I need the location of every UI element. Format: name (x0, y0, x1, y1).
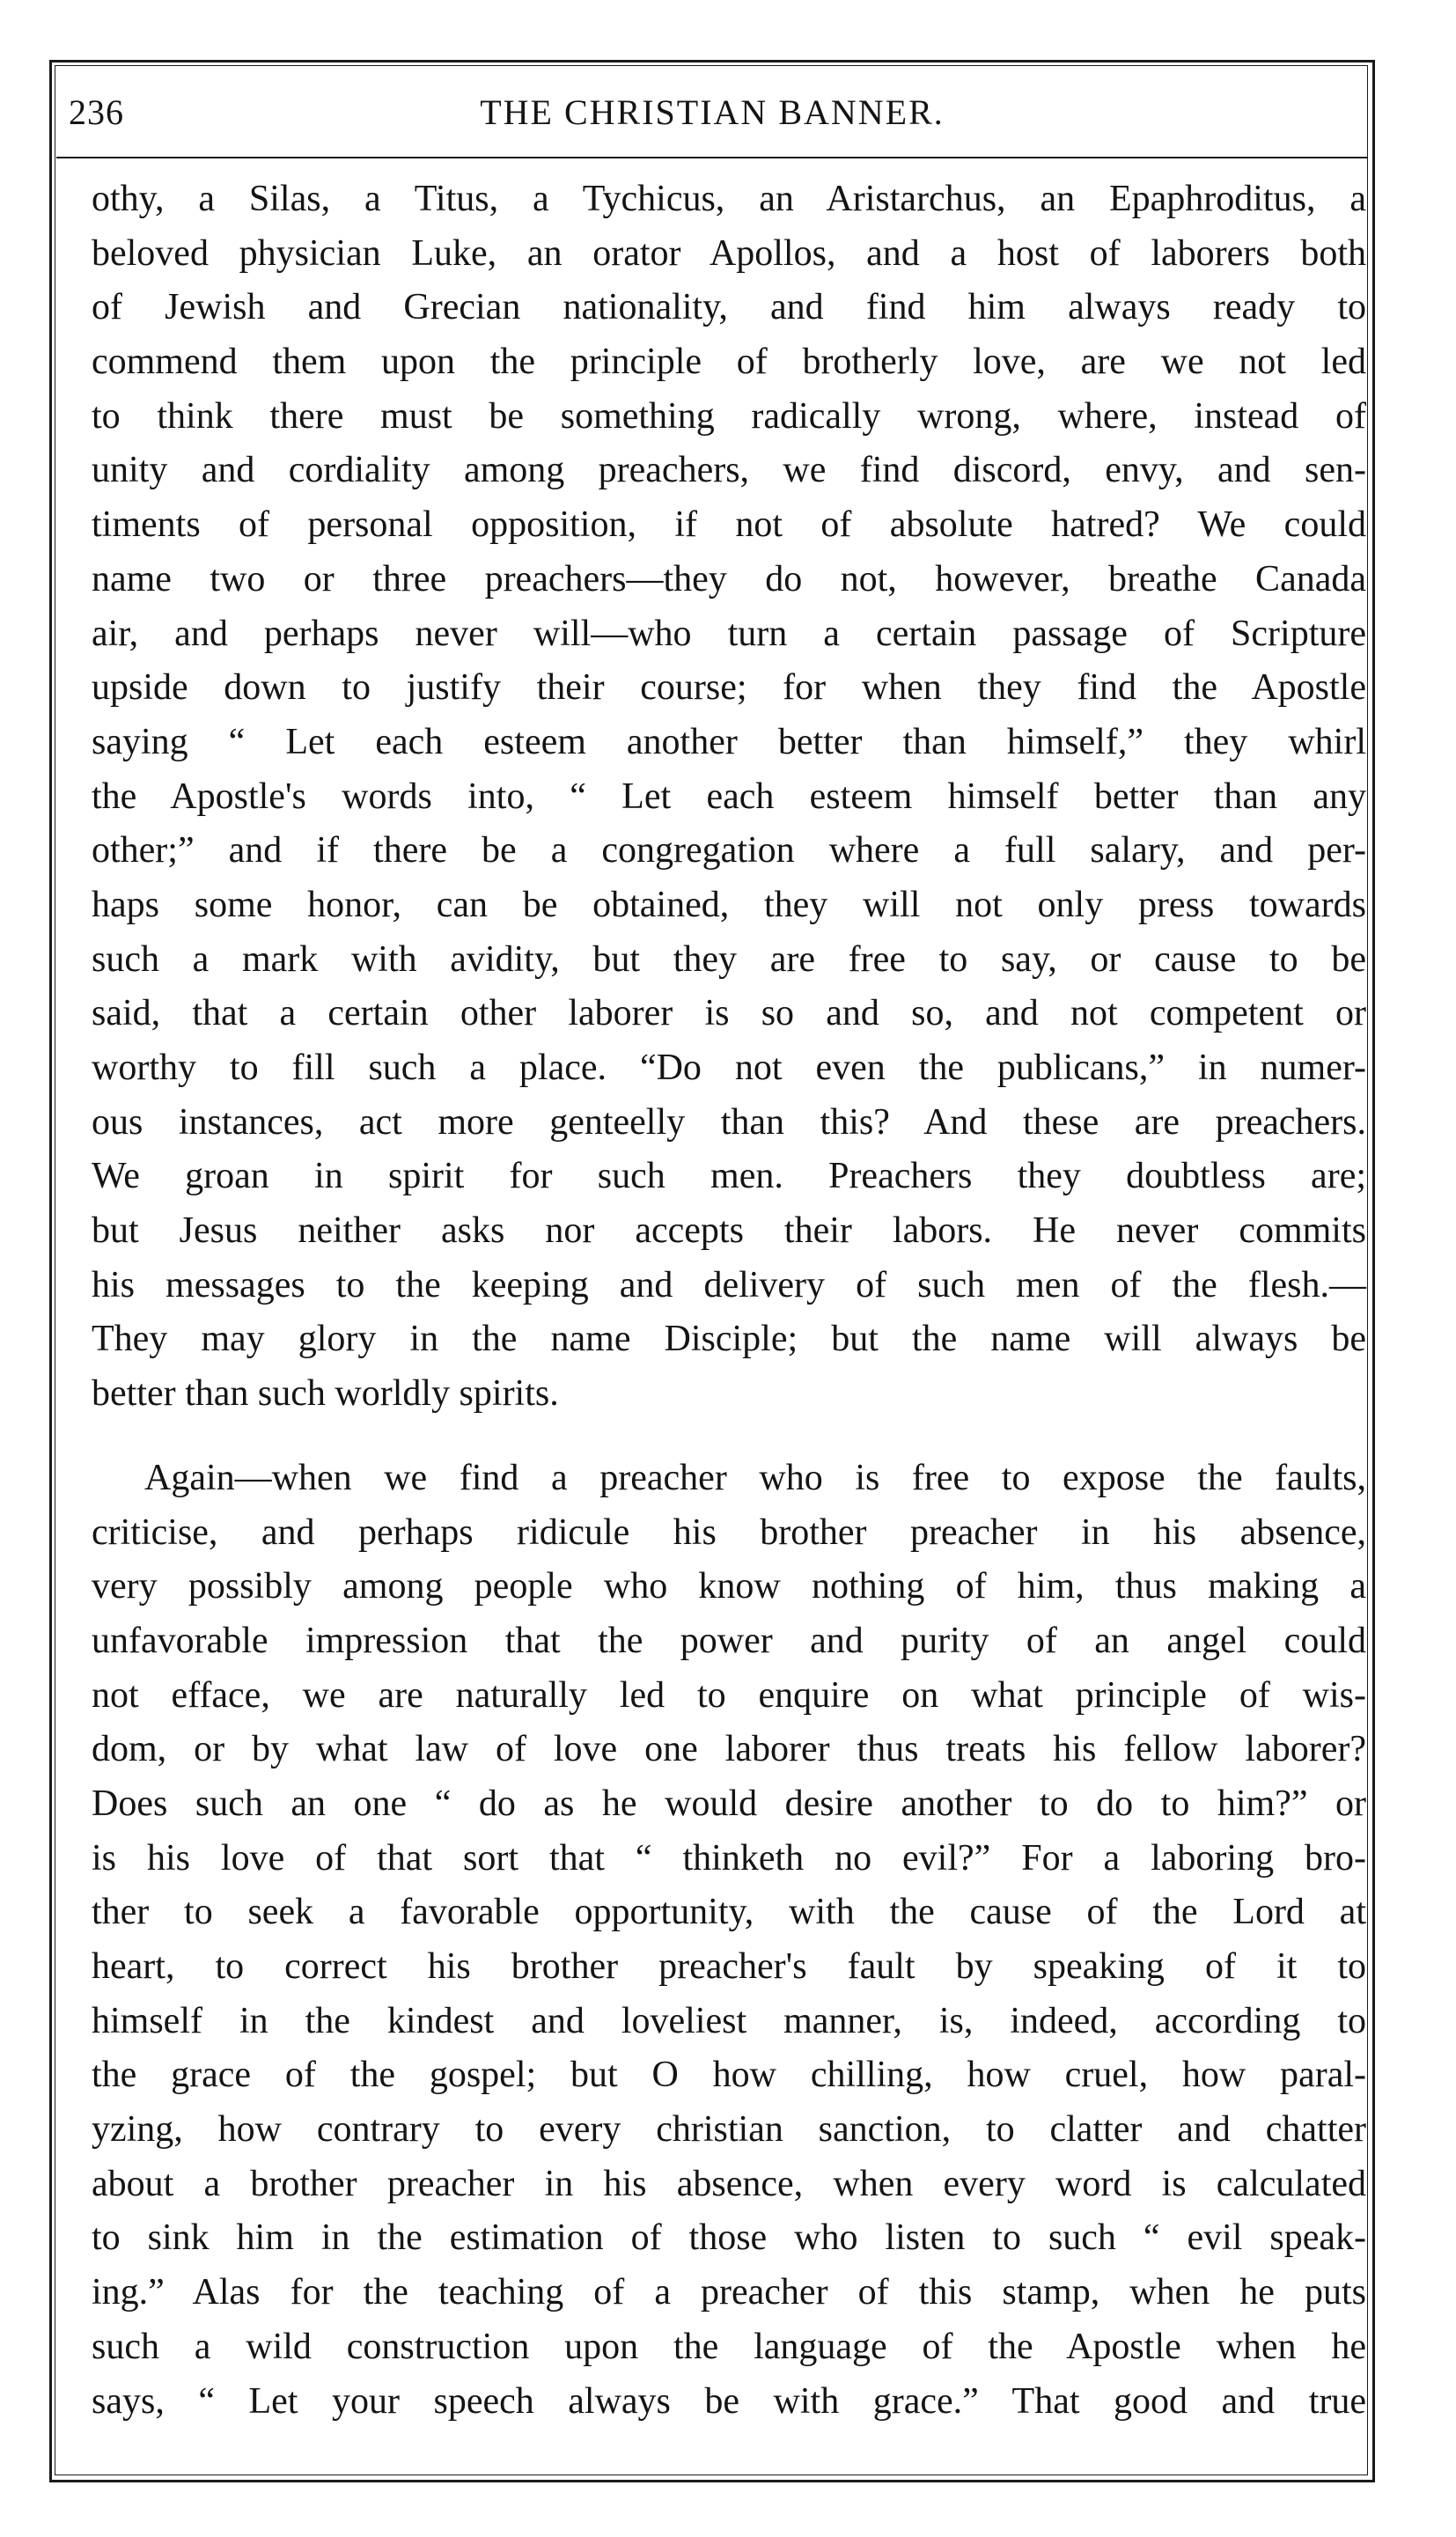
text-line: ther to seek a favorable opportunity, with the cause of the Lord at (92, 1892, 1366, 1933)
page-number: 236 (69, 92, 124, 132)
text-line: to sink him in the estimation of those who listen to such “ evil speak- (92, 2217, 1366, 2259)
paragraph-continued (92, 173, 1366, 1422)
text-line: dom, or by what law of love one laborer thus treats his fellow laborer? (92, 1729, 1366, 1770)
text-line: is his love of that sort that “ thinketh no evil?” For a laboring bro- (92, 1837, 1366, 1879)
text-line: other;” and if there be a congregation where a full salary, and per- (92, 830, 1366, 871)
text-line: Does such an one “ do as he would desire another to do to him?” or (92, 1783, 1366, 1824)
text-line: yzing, how contrary to every christian sanction, to clatter and chatter (92, 2109, 1366, 2151)
text-line: better than such worldly spirits. (92, 1373, 559, 1415)
running-header (56, 88, 1368, 158)
text-line: himself in the kindest and loveliest manner, is, indeed, according to (92, 2000, 1366, 2041)
text-line: such a mark with avidity, but they are free to say, or cause to be (92, 938, 1366, 980)
text-line: his messages to the keeping and delivery of such men of the flesh.— (92, 1264, 1366, 1305)
text-line: ous instances, act more genteelly than this? And these are preachers. (92, 1101, 1366, 1143)
article-body (92, 173, 1366, 2429)
text-line: othy, a Silas, a Titus, a Tychicus, an Aristarchus, an Epaphroditus, a (92, 179, 1366, 219)
text-line: haps some honor, can be obtained, they will not only press towards (92, 884, 1366, 925)
text-line: heart, to correct his brother preacher's fault by speaking of it to (92, 1946, 1366, 1987)
text-line: the Apostle's words into, “ Let each esteem himself better than any (92, 776, 1366, 817)
text-line: the grace of the gospel; but O how chilling, how cruel, how paral- (92, 2055, 1366, 2096)
text-line: timents of personal opposition, if not of absolute hatred? We could (92, 504, 1366, 546)
text-line: of Jewish and Grecian nationality, and find him always ready to (92, 287, 1366, 328)
text-line: said, that a certain other laborer is so and so, and not competent or (92, 993, 1366, 1034)
text-line: to think there must be something radically wrong, where, instead of (92, 395, 1366, 437)
text-line: They may glory in the name Disciple; but the name will always be (92, 1319, 1366, 1360)
text-line: Again—when we find a preacher who is free to expose the faults, (144, 1457, 1366, 1498)
text-line: name two or three preachers—they do not, however, breathe Canada (92, 558, 1366, 599)
text-line: upside down to justify their course; for when they find the Apostle (92, 667, 1366, 709)
text-line: about a brother preacher in his absence, when every word is calculated (92, 2163, 1366, 2204)
text-line: says, “ Let your speech always be with grace.” That good and true (92, 2380, 1366, 2422)
text-line: but Jesus neither asks nor accepts their labors. He never commits (92, 1210, 1366, 1252)
text-line: beloved physician Luke, an orator Apollos, and a host of laborers both (92, 232, 1366, 274)
text-line: not efface, we are naturally led to enquire on what principle of wis- (92, 1674, 1366, 1716)
text-line: air, and perhaps never will—who turn a certain passage of Scripture (92, 613, 1366, 654)
text-line: very possibly among people who know nothing of him, thus making a (92, 1566, 1366, 1607)
running-title: THE CHRISTIAN BANNER. (480, 92, 945, 132)
text-line: unfavorable impression that the power and purity of an angel could (92, 1620, 1366, 1661)
paragraph-again (92, 1452, 1366, 2429)
text-line: unity and cordiality among preachers, we find discord, envy, and sen- (92, 450, 1366, 491)
text-line: We groan in spirit for such men. Preachers they doubtless are; (92, 1156, 1366, 1197)
text-line: ing.” Alas for the teaching of a preacher of this stamp, when he puts (92, 2272, 1366, 2313)
text-line: commend them upon the principle of brotherly love, are we not led (92, 342, 1366, 383)
text-line: criticise, and perhaps ridicule his brother preacher in his absence, (92, 1511, 1366, 1553)
text-line: worthy to fill such a place. “Do not even the publicans,” in numer- (92, 1048, 1366, 1088)
text-line: such a wild construction upon the language of the Apostle when he (92, 2326, 1366, 2367)
text-line: saying “ Let each esteem another better than himself,” they whirl (92, 721, 1366, 762)
